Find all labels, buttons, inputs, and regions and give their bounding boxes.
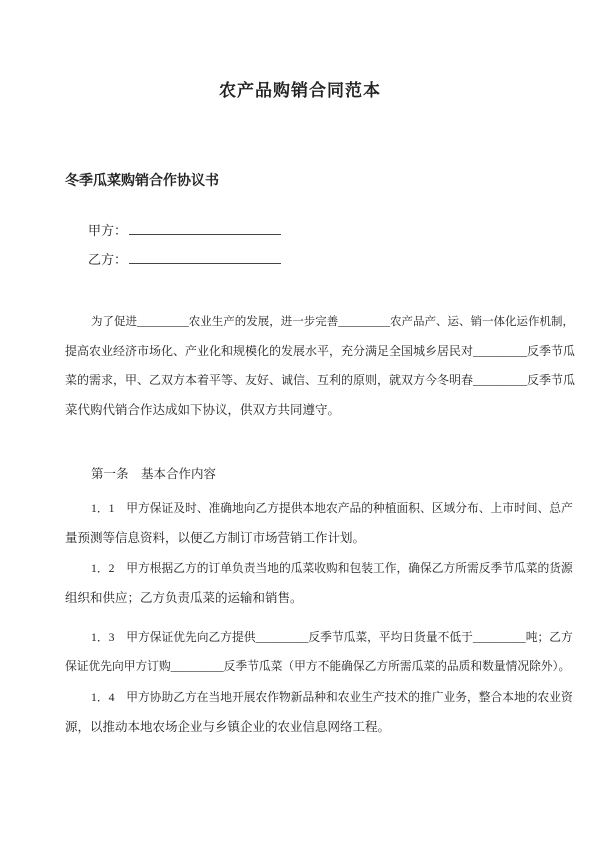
party-a-label: 甲方： <box>88 223 128 238</box>
intro-line: 菜的需求，甲、乙双方本着平等、友好、诚信、互利的原则，就双方今冬明春_________反季节瓜 <box>65 373 576 387</box>
party-a-blank <box>129 222 281 235</box>
party-b-blank <box>129 251 281 264</box>
party-a-field <box>88 220 281 239</box>
clause-line: 1．2 甲方根据乙方的订单负责当地的瓜菜收购和包装工作，确保乙方所需反季节瓜菜的货源 <box>91 562 573 575</box>
intro-line: 提高农业经济市场化、产业化和规模化的发展水平，充分满足全国城乡居民对_________反季节瓜 <box>65 344 576 358</box>
party-b-label: 乙方： <box>88 252 128 267</box>
clause-line: 1．3 甲方保证优先向乙方提供_________反季节瓜菜，平均日货量不低于_________吨；乙方 <box>91 631 573 644</box>
document-title: 农产品购销合同范本 <box>219 81 381 100</box>
intro-line: 菜代购代销合作达成如下协议，供双方共同遵守。 <box>65 403 341 417</box>
clause-line: 组织和供应；乙方负责瓜菜的运输和销售。 <box>65 591 303 605</box>
party-b-field <box>88 249 281 268</box>
article-heading: 第一条 基本合作内容 <box>91 467 217 481</box>
clause-line: 1．4 甲方协助乙方在当地开展农作物新品种和农业生产技术的推广业务，整合本地的农业资 <box>91 691 573 704</box>
intro-line: 为了促进_________农业生产的发展，进一步完善_________农产品产、运、销一体化运作机制， <box>91 316 574 328</box>
clause-line: 源，以推动本地农场企业与乡镇企业的农业信息网络工程。 <box>65 720 391 734</box>
agreement-subtitle: 冬季瓜菜购销合作协议书 <box>65 174 219 189</box>
clause-line: 1．1 甲方保证及时、准确地向乙方提供本地农产品的种植面积、区域分布、上市时间、总产 <box>91 502 573 515</box>
clause-line: 量预测等信息资料，以便乙方制订市场营销工作计划。 <box>65 531 366 545</box>
clause-line: 保证优先向甲方订购_________反季节瓜菜（甲方不能确保乙方所需瓜菜的品质和数量情况除外）。 <box>65 660 571 673</box>
